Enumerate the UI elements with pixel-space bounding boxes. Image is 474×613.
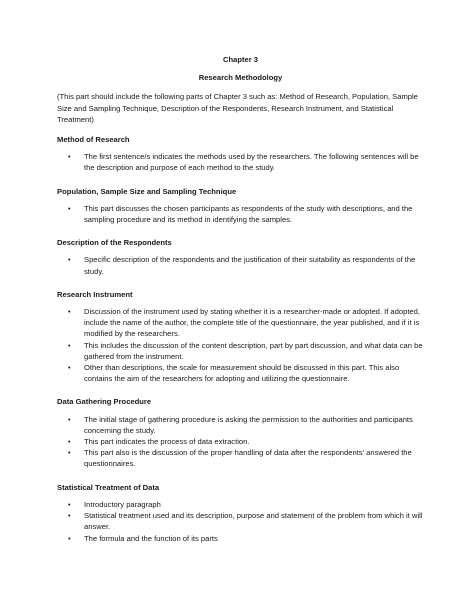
page-title: Research Methodology <box>198 73 283 83</box>
section-list-research-instrument <box>57 306 424 384</box>
section-heading-population-sample: Population, Sample Size and Sampling Technique <box>57 186 237 196</box>
list-item <box>57 340 424 362</box>
intro-paragraph: (This part should include the following parts of Chapter 3 such as: Method of Research, Population, Sample Size and Sampling Technique, Description of the Respondents, Research Instrument, and Statistical Treatment) <box>57 92 418 124</box>
bullet-icon: • <box>68 255 71 265</box>
list-item-text: Specific description of the respondents and the justification of their suitability as respondents of the study. <box>84 255 416 276</box>
bullet-icon: • <box>68 511 71 521</box>
bullet-icon: • <box>68 203 71 213</box>
list-item-text: This part also is the discussion of the proper handling of data after the respondents' answered the questionnaires. <box>84 448 412 469</box>
list-item-text: This includes the discussion of the content description, part by part discussion, and what data can be gathered from the instrument. <box>84 340 423 361</box>
list-item-text: This part indicates the process of data extraction. <box>84 437 250 447</box>
bullet-icon: • <box>68 533 71 543</box>
section-heading-research-instrument: Research Instrument <box>57 289 133 299</box>
bullet-icon: • <box>68 499 71 509</box>
bullet-icon: • <box>68 448 71 458</box>
list-item <box>57 510 424 532</box>
section-heading-statistical-treatment: Statistical Treatment of Data <box>57 482 160 492</box>
list-item-text: The first sentence/s indicates the methods used by the researchers. The following sentences will be the description and purpose of each method to the study. <box>84 152 419 173</box>
section-list-statistical-treatment <box>57 499 424 544</box>
list-item <box>57 254 424 276</box>
list-item <box>57 151 424 173</box>
section-list-method-of-research <box>57 151 424 173</box>
bullet-icon: • <box>68 340 71 350</box>
list-item-text: This part discusses the chosen participants as respondents of the study with descriptions, and the sampling procedure and its method in identifying the samples. <box>84 203 413 225</box>
list-item-text: The initial stage of gathering procedure is asking the permission to the authorities and participants concerning the study. <box>84 414 413 435</box>
list-item-text: Discussion of the instrument used by stating whether it is a researcher-made or adopted. If adopted, include the name of the author, the complete title of the questionnaire, the year published, and if it is modified by the researchers. <box>84 307 420 339</box>
list-item <box>57 203 424 225</box>
bullet-icon: • <box>68 437 71 447</box>
section-heading-description-of-respondents: Description of the Respondents <box>57 238 172 248</box>
section-heading-method-of-research: Method of Research <box>57 135 130 145</box>
section-list-description-of-respondents <box>57 254 424 276</box>
list-item-text: The formula and the function of its parts <box>84 533 218 543</box>
section-list-data-gathering <box>57 414 424 470</box>
list-item-text: Introductory paragraph <box>84 499 161 509</box>
list-item <box>57 533 424 544</box>
list-item <box>57 306 424 340</box>
bullet-icon: • <box>68 414 71 424</box>
section-heading-data-gathering: Data Gathering Procedure <box>57 397 152 407</box>
bullet-icon: • <box>68 307 71 317</box>
list-item <box>57 447 424 469</box>
list-item <box>57 499 424 510</box>
chapter-label: Chapter 3 <box>222 55 259 64</box>
section-list-population-sample <box>57 203 424 225</box>
list-item <box>57 436 424 447</box>
bullet-icon: • <box>68 363 71 373</box>
list-item-text: Other than descriptions, the scale for measurement should be discussed in this part. This also contains the aim of the researchers for adopting and utilizing the questionnaire. <box>84 363 400 384</box>
list-item-text: Statistical treatment used and its description, purpose and statement of the problem from which it will answer. <box>84 511 423 532</box>
list-item <box>57 362 424 384</box>
list-item <box>57 414 424 436</box>
bullet-icon: • <box>68 152 71 162</box>
